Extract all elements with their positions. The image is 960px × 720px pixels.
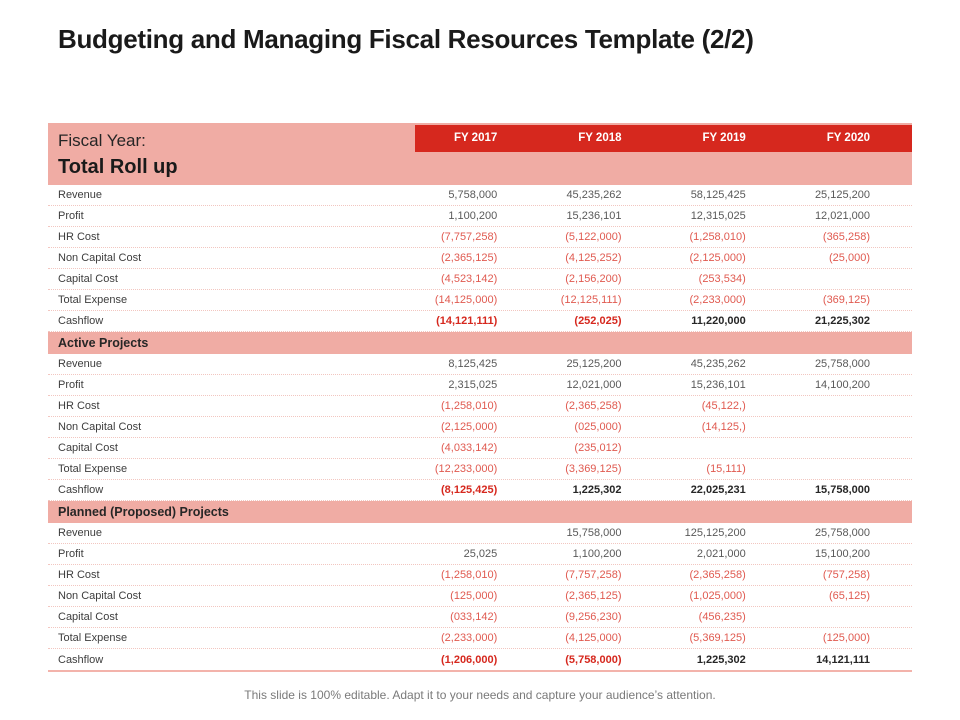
value-cell: (2,365,258) (565, 400, 622, 412)
table-row (48, 227, 912, 248)
row-label: Revenue (58, 527, 103, 539)
row-label: HR Cost (58, 231, 100, 243)
value-cell: (15,111) (706, 463, 746, 475)
table-row (48, 649, 912, 670)
value-cell: (14,125,) (701, 421, 746, 433)
value-cell: (9,256,230) (565, 611, 622, 623)
value-cell: 2,021,000 (696, 548, 746, 560)
value-cell: (45,122,) (701, 400, 746, 412)
value-cell: (5,758,000) (565, 653, 622, 666)
table-row (48, 628, 912, 649)
value-cell: 15,758,000 (814, 484, 870, 496)
value-cell: (14,125,000) (434, 294, 498, 306)
page-title: Budgeting and Managing Fiscal Resources Template (2/2) (58, 24, 754, 54)
column-header: FY 2017 (453, 132, 498, 144)
value-cell: 12,315,025 (690, 210, 746, 222)
value-cell: (1,258,010) (689, 231, 746, 243)
table-row (48, 544, 912, 565)
value-cell: (253,534) (698, 273, 746, 285)
value-cell: (2,365,125) (440, 252, 498, 264)
value-cell: (365,258) (822, 231, 870, 243)
value-cell: (12,233,000) (434, 463, 498, 475)
fiscal-table (48, 123, 912, 672)
table-row (48, 607, 912, 628)
value-cell: 25,758,000 (814, 527, 870, 539)
value-cell: 12,021,000 (566, 379, 622, 391)
row-label: Capital Cost (58, 442, 118, 454)
value-cell: 14,100,200 (814, 379, 870, 391)
table-row (48, 206, 912, 227)
row-label: Capital Cost (58, 611, 118, 623)
value-cell: (7,757,258) (565, 569, 622, 581)
value-cell: 2,315,025 (448, 379, 498, 391)
value-cell: 1,100,200 (448, 210, 498, 222)
row-label: Non Capital Cost (58, 590, 142, 602)
table-row (48, 438, 912, 459)
footer-note: This slide is 100% editable. Adapt it to your needs and capture your audience’s attention. (244, 688, 716, 702)
row-label: Non Capital Cost (58, 252, 142, 264)
value-cell: (1,258,010) (440, 569, 498, 581)
table-row (48, 311, 912, 332)
value-cell: (4,125,252) (565, 252, 622, 264)
fy-header-bar (415, 125, 912, 152)
row-label: Cashflow (58, 484, 104, 496)
value-cell: (3,369,125) (565, 463, 622, 475)
value-cell: 8,125,425 (448, 358, 498, 370)
value-cell: (12,125,111) (560, 294, 622, 306)
value-cell: (2,156,200) (565, 273, 622, 285)
fiscal-year-label: Fiscal Year: (58, 131, 146, 150)
value-cell: (5,369,125) (689, 632, 746, 644)
table-header (48, 123, 912, 185)
value-cell: 25,025 (463, 548, 498, 560)
table-row (48, 565, 912, 586)
total-rollup-label: Total Roll up (58, 156, 178, 178)
value-cell: 15,236,101 (566, 210, 622, 222)
table-row (48, 269, 912, 290)
value-cell: (8,125,425) (440, 484, 498, 496)
value-cell: (2,233,000) (689, 294, 746, 306)
table-row (48, 248, 912, 269)
value-cell: (125,000) (450, 590, 498, 602)
column-header: FY 2018 (578, 132, 622, 144)
row-label: Cashflow (58, 315, 104, 327)
value-cell: (65,125) (829, 590, 870, 602)
value-cell: 22,025,231 (690, 484, 746, 496)
table-body (48, 185, 912, 670)
section-header: Planned (Proposed) Projects (48, 501, 912, 523)
table-row (48, 459, 912, 480)
value-cell: 1,100,200 (572, 548, 622, 560)
value-cell: (025,000) (574, 421, 622, 433)
value-cell: (2,125,000) (440, 421, 498, 433)
row-label: Capital Cost (58, 273, 118, 285)
value-cell: 45,235,262 (690, 358, 746, 370)
table-row (48, 354, 912, 375)
value-cell: 15,100,200 (814, 548, 870, 560)
value-cell: (25,000) (829, 252, 870, 264)
row-label: Profit (58, 379, 84, 391)
table-row (48, 480, 912, 501)
value-cell: 14,121,111 (816, 653, 870, 666)
value-cell: (2,365,125) (565, 590, 622, 602)
value-cell: (252,025) (574, 315, 622, 327)
row-label: Total Expense (58, 632, 128, 644)
value-cell: 15,758,000 (566, 527, 622, 539)
value-cell: 25,758,000 (814, 358, 870, 370)
row-label: Revenue (58, 358, 103, 370)
table-row (48, 185, 912, 206)
row-label: Total Expense (58, 463, 128, 475)
value-cell: 1,225,302 (572, 484, 622, 496)
value-cell: (757,258) (822, 569, 870, 581)
value-cell: 58,125,425 (690, 189, 746, 201)
value-cell: (7,757,258) (440, 231, 498, 243)
value-cell: 15,236,101 (690, 379, 746, 391)
table-row (48, 375, 912, 396)
value-cell: 5,758,000 (448, 189, 498, 201)
row-label: Revenue (58, 189, 103, 201)
table-row (48, 586, 912, 607)
value-cell: (1,206,000) (440, 653, 498, 666)
value-cell: 25,125,200 (566, 358, 622, 370)
value-cell: (2,125,000) (689, 252, 746, 264)
value-cell: (125,000) (822, 632, 870, 644)
value-cell: (369,125) (822, 294, 870, 306)
table-header-labels (58, 128, 178, 181)
column-header: FY 2019 (702, 132, 746, 144)
value-cell: 11,220,000 (691, 315, 746, 327)
value-cell: (14,121,111) (436, 315, 498, 327)
section-header: Active Projects (48, 332, 912, 354)
value-cell: 25,125,200 (814, 189, 870, 201)
value-cell: (4,033,142) (440, 442, 498, 454)
value-cell: (4,125,000) (565, 632, 622, 644)
row-label: HR Cost (58, 400, 100, 412)
row-label: Non Capital Cost (58, 421, 142, 433)
table-row (48, 523, 912, 544)
value-cell: 1,225,302 (696, 653, 746, 666)
value-cell: (4,523,142) (440, 273, 498, 285)
value-cell: 12,021,000 (814, 210, 870, 222)
row-label: HR Cost (58, 569, 100, 581)
value-cell: (5,122,000) (565, 231, 622, 243)
value-cell: (1,025,000) (689, 590, 746, 602)
value-cell: (235,012) (574, 442, 622, 454)
column-header: FY 2020 (826, 132, 870, 144)
table-row (48, 417, 912, 438)
row-label: Profit (58, 548, 84, 560)
value-cell: (456,235) (698, 611, 746, 623)
value-cell: 125,125,200 (684, 527, 746, 539)
row-label: Profit (58, 210, 84, 222)
value-cell: 45,235,262 (566, 189, 622, 201)
row-label: Cashflow (58, 653, 104, 666)
row-label: Total Expense (58, 294, 128, 306)
value-cell: (033,142) (450, 611, 498, 623)
value-cell: (1,258,010) (440, 400, 498, 412)
table-row (48, 290, 912, 311)
table-row (48, 396, 912, 417)
value-cell: (2,233,000) (440, 632, 498, 644)
value-cell: 21,225,302 (814, 315, 870, 327)
value-cell: (2,365,258) (689, 569, 746, 581)
